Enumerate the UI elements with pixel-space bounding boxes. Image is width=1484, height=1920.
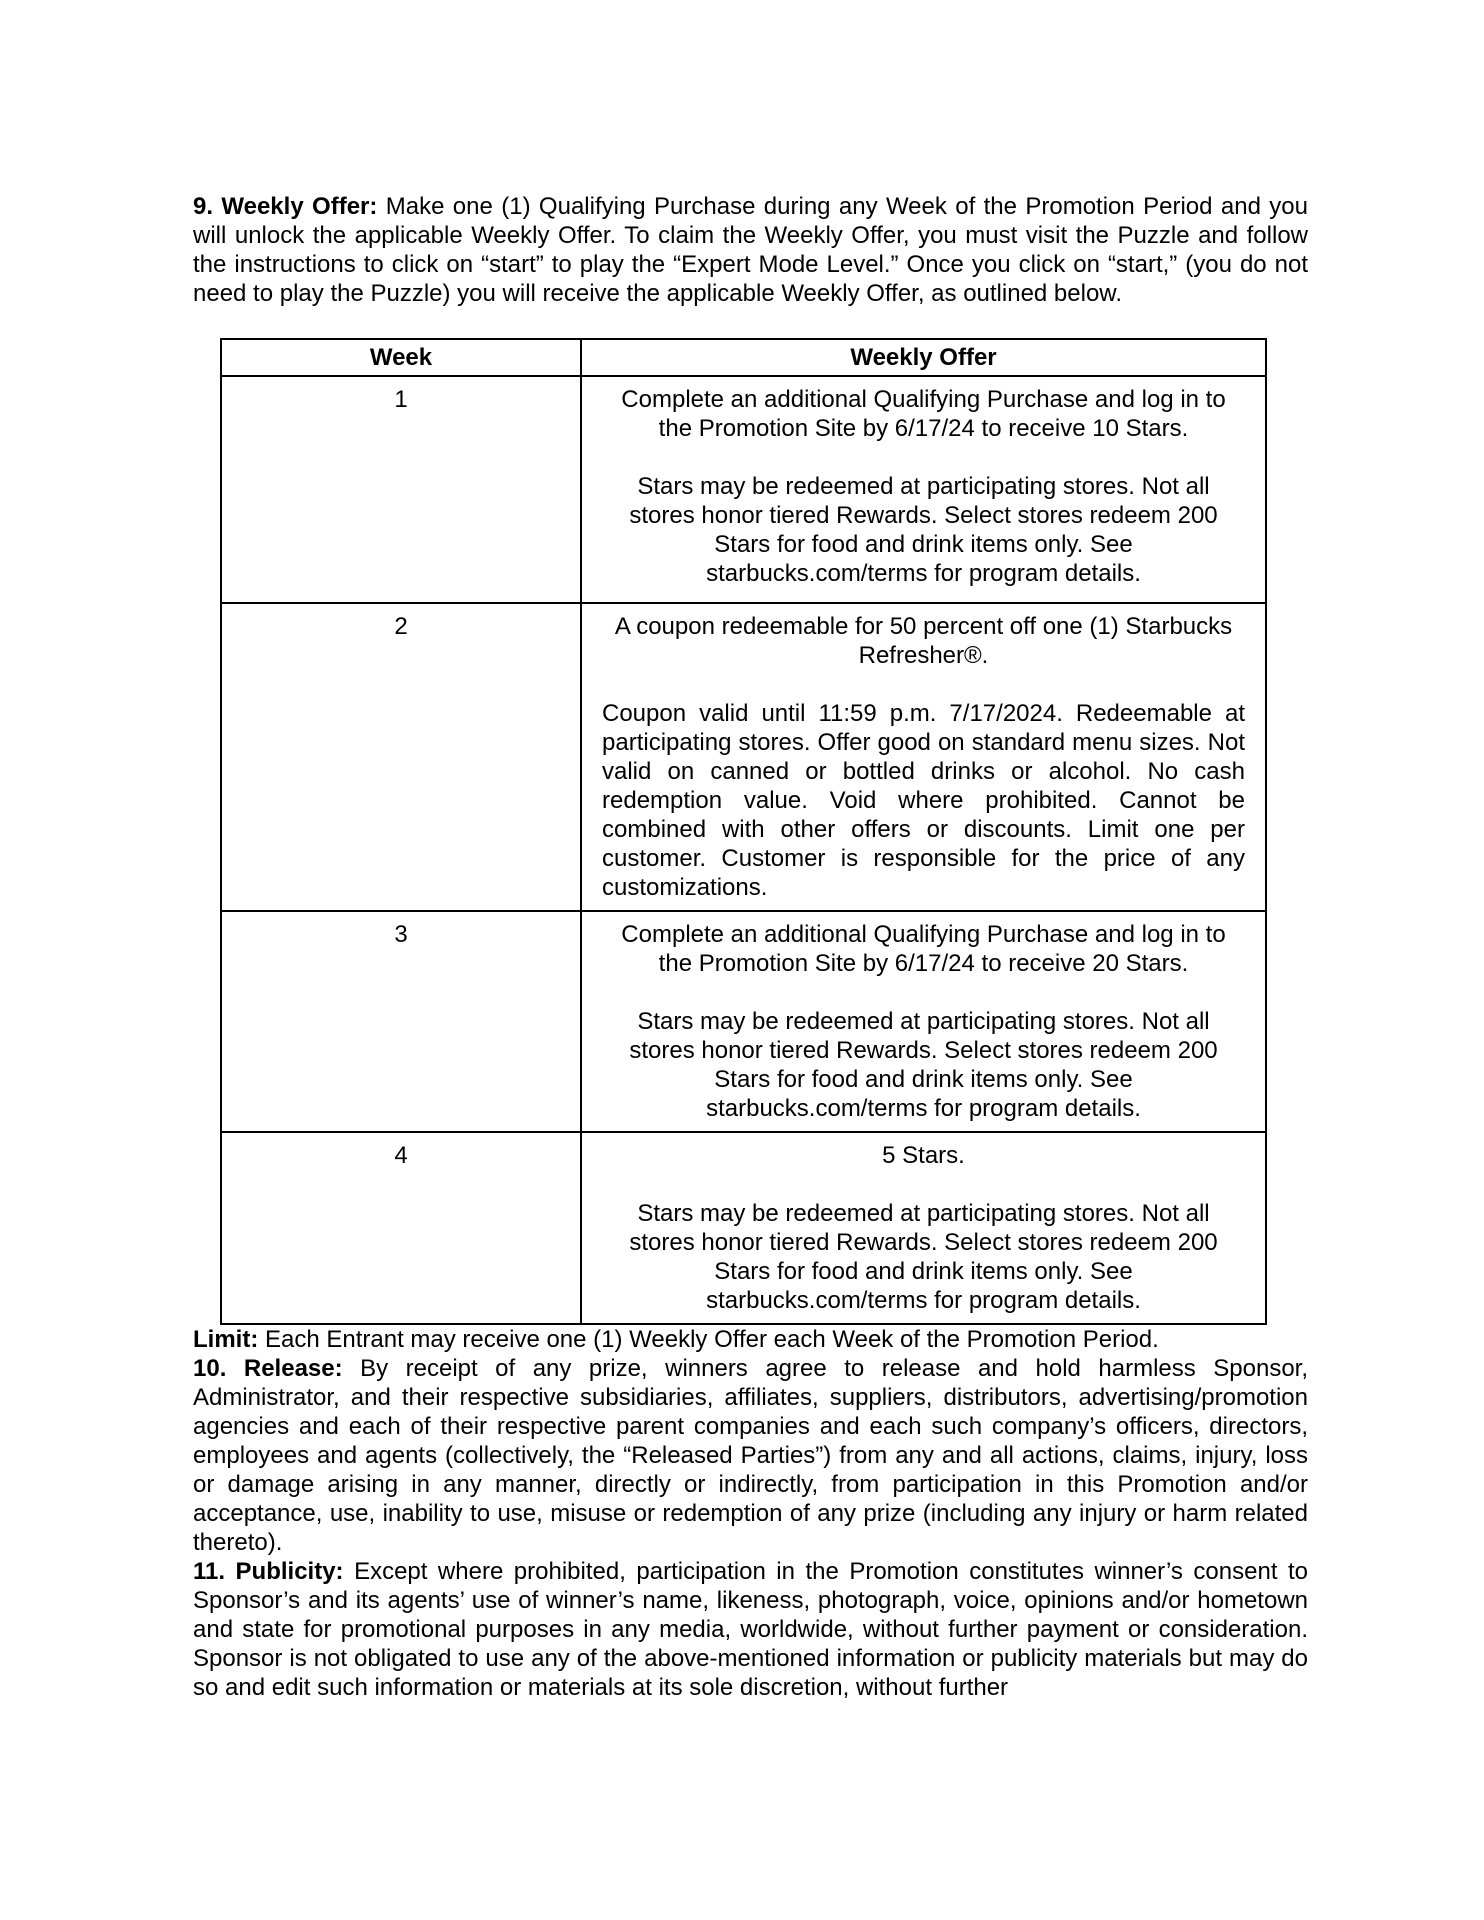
offer-paragraph: Complete an additional Qualifying Purchase and log in to the Promotion Site by 6/17/24 to receive 20 Stars. (621, 921, 1226, 977)
offer-cell (581, 603, 1266, 911)
section-release-text: By receipt of any prize, winners agree to release and hold harmless Sponsor, Administrator, and their respective subsidiaries, affiliates, suppliers, distributors, advertising/promotion agencies and each of their respective parent companies and each such company’s officers, directors, employees and agents (collectively, the “Released Parties”) from any and all actions, claims, injury, loss or damage arising in any manner, directly or indirectly, from participation in this Promotion and/or acceptance, use, inability to use, misuse or redemption of any prize (including any injury or harm related thereto). (193, 1355, 1308, 1556)
offer-paragraph: Coupon valid until 11:59 p.m. 7/17/2024. Redeemable at participating stores. Offer good on standard menu sizes. Not valid on canned or bottled drinks or alcohol. No cash redemption value. Void where prohibited. Cannot be combined with other offers or discounts. Limit one per customer. Customer is responsible for the price of any customizations. (602, 700, 1245, 901)
section-weekly-offer (193, 192, 1308, 308)
section-publicity-label: 11. Publicity: (193, 1558, 344, 1585)
offer-cell (581, 376, 1266, 603)
offer-paragraph: Stars may be redeemed at participating stores. Not all stores honor tiered Rewards. Select stores redeem 200 Stars for food and drink items only. See starbucks.com/terms for program details. (629, 1008, 1218, 1122)
weekly-offer-table (220, 338, 1267, 1325)
offer-paragraph: Complete an additional Qualifying Purchase and log in to the Promotion Site by 6/17/24 to receive 10 Stars. (621, 386, 1226, 442)
offer-cell (581, 911, 1266, 1132)
week-number: 2 (221, 603, 581, 911)
week-number: 4 (221, 1132, 581, 1324)
offer-paragraph: 5 Stars. (882, 1142, 965, 1169)
section-weekly-offer-text: Make one (1) Qualifying Purchase during any Week of the Promotion Period and you will unlock the applicable Weekly Offer. To claim the Weekly Offer, you must visit the Puzzle and follow the instructions to click on “start” to play the “Expert Mode Level.” Once you click on “start,” (you do not need to play the Puzzle) you will receive the applicable Weekly Offer, as outlined below. (193, 193, 1308, 307)
table-header-week: Week (221, 339, 581, 376)
document-content (193, 192, 1308, 1702)
limit-label: Limit: (193, 1326, 259, 1353)
table-row (221, 1132, 1266, 1324)
section-publicity-text: Except where prohibited, participation in the Promotion constitutes winner’s consent to Sponsor’s and its agents’ use of winner’s name, likeness, photograph, voice, opinions and/or hometown and state for promotional purposes in any media, worldwide, without further payment or consideration. Sponsor is not obligated to use any of the above-mentioned information or publicity materials but may do so and edit such information or materials at its sole discretion, without further (193, 1558, 1309, 1701)
section-release-label: 10. Release: (193, 1355, 343, 1382)
offer-paragraph: Stars may be redeemed at participating stores. Not all stores honor tiered Rewards. Select stores redeem 200 Stars for food and drink items only. See starbucks.com/terms for program details. (629, 473, 1218, 587)
week-number: 3 (221, 911, 581, 1132)
section-release (193, 1354, 1308, 1557)
offer-paragraph: A coupon redeemable for 50 percent off one (1) Starbucks Refresher®. (614, 613, 1233, 669)
offer-cell (581, 1132, 1266, 1324)
week-number: 1 (221, 376, 581, 603)
table-header-weekly-offer: Weekly Offer (581, 339, 1266, 376)
limit-text: Each Entrant may receive one (1) Weekly Offer each Week of the Promotion Period. (258, 1326, 1159, 1353)
section-weekly-offer-label: 9. Weekly Offer: (193, 193, 378, 220)
section-publicity (193, 1557, 1308, 1702)
table-row (221, 911, 1266, 1132)
table-row (221, 376, 1266, 603)
table-header-row (221, 339, 1266, 376)
table-row (221, 603, 1266, 911)
offer-paragraph: Stars may be redeemed at participating stores. Not all stores honor tiered Rewards. Select stores redeem 200 Stars for food and drink items only. See starbucks.com/terms for program details. (629, 1200, 1218, 1314)
limit-note (193, 1325, 1308, 1354)
